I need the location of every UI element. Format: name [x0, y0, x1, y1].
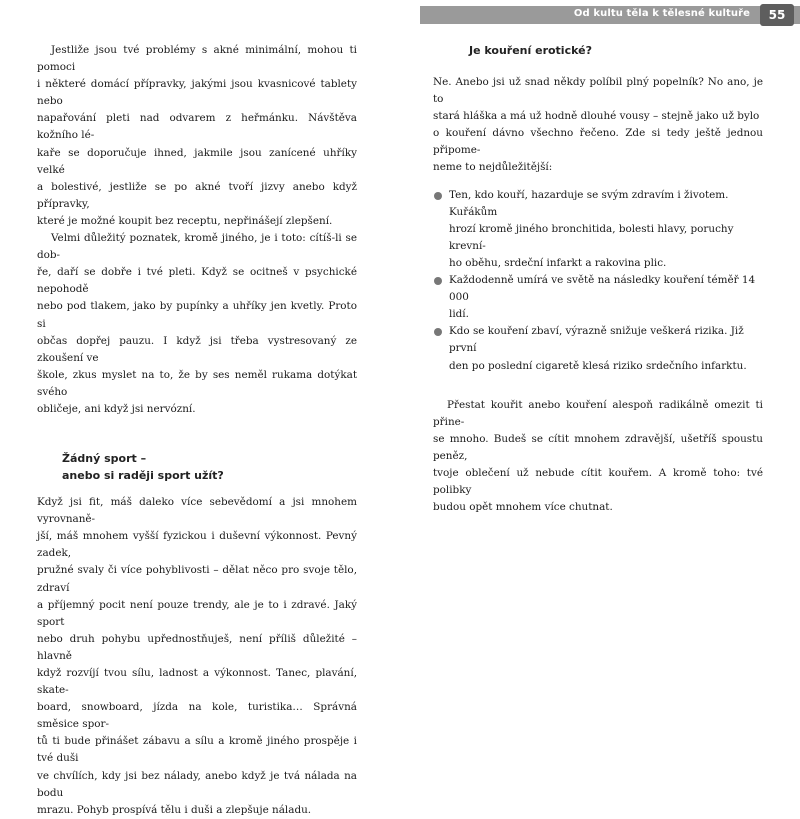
text-line: neme to nejdůležitější: — [433, 161, 553, 174]
text-line: tvoje oblečení už nebude cítit kouřem. A kromě toho: tvé polibky — [433, 466, 763, 497]
text-line: stará hláška a má už hodně dlouhé vousy – stejně jako už bylo — [433, 110, 760, 123]
text-line: když rozvíjí tvou sílu, ladnost a výkonnost. Tanec, plavání, skate- — [37, 667, 357, 697]
text-line: Kdo se kouření zbaví, výrazně snižuje veškerá rizika. Již první — [449, 325, 744, 355]
sport-paragraph — [37, 494, 357, 819]
text-line: ho oběhu, srdeční infarkt a rakovina plic. — [449, 256, 667, 269]
text-line: škole, zkus myslet na to, že by ses neměl rukama dotýkat svého — [37, 368, 357, 398]
text-line: hrozí kromě jiného bronchitida, bolesti hlavy, poruchy krevní- — [449, 222, 734, 252]
text-line: Velmi důležitý poznatek, kromě jiného, je i toto: cítíš-li se dob- — [37, 232, 357, 262]
text-line: Ne. Anebo jsi už snad někdy políbil plný popelník? No ano, je to — [433, 76, 763, 106]
wellbeing-paragraph — [37, 230, 357, 418]
text-line: Ten, kdo kouří, hazarduje se svým zdravím i životem. Kuřákům — [449, 188, 729, 218]
bullet-icon — [434, 277, 442, 285]
running-header-title: Od kultu těla k tělesné kultuře — [573, 8, 750, 19]
text-line: lidí. — [449, 308, 469, 321]
sport-heading-line: Žádný sport – — [62, 452, 147, 466]
text-line: Každodenně umírá ve světě na následky kouření téměř 14 000 — [449, 274, 756, 304]
text-line: a příjemný pocit není pouze trendy, ale je to i zdravé. Jaký sport — [37, 598, 357, 628]
text-line: mrazu. Pohyb prospívá tělu i duši a zlepšuje náladu. — [37, 803, 312, 816]
smoking-heading: Je kouření erotické? — [469, 44, 592, 57]
text-line: se mnoho. Budeš se cítit mnohem zdravější, ušetříš spoustu peněz, — [433, 432, 763, 462]
text-line: a bolestivé, jestliže se po akné tvoří jizvy anebo když přípravky, — [37, 180, 357, 210]
text-line: ve chvílích, kdy jsi bez nálady, anebo když je tvá nálada na bodu — [37, 769, 357, 799]
quit-smoking-paragraph — [433, 397, 763, 517]
text-line: kaře se doporučuje ihned, jakmile jsou zanícené uhříky velké — [37, 146, 357, 176]
text-line: občas dopřej pauzu. I když jsi třeba vystresovaný ze zkoušení ve — [37, 334, 357, 364]
right-column — [433, 42, 763, 516]
list-item — [433, 323, 763, 374]
text-line: nebo pod tlakem, jako by pupínky a uhříky jen kvetly. Proto si — [37, 300, 357, 330]
text-line: jší, máš mnohem vyšší fyzickou i duševní výkonnost. Pevný zadek, — [37, 530, 357, 560]
bullet-icon — [434, 328, 442, 336]
bullet-icon — [434, 192, 442, 200]
acne-paragraph — [37, 42, 357, 230]
text-line: Když jsi fit, máš daleko více sebevědomí a jsi mnohem vyrovnaně- — [37, 496, 357, 526]
list-item — [433, 187, 763, 272]
text-line: budou opět mnohem více chutnat. — [433, 501, 613, 514]
smoking-facts-list — [433, 187, 763, 375]
page-number: 55 — [760, 4, 794, 26]
text-line: napařování pleti nad odvarem z heřmánku. Návštěva kožního lé- — [37, 112, 357, 142]
text-line: obličeje, ani když jsi nervózní. — [37, 402, 196, 415]
text-line: nebo druh pohybu upřednostňuješ, není příliš důležité – hlavně — [37, 632, 357, 662]
text-line: Jestliže jsou tvé problémy s akné minimální, mohou ti pomoci — [37, 44, 357, 74]
smoking-intro-paragraph — [433, 74, 763, 177]
sport-heading-line: anebo si raději sport užít? — [62, 469, 224, 483]
text-line: den po poslední cigaretě klesá riziko srdečního infarktu. — [449, 359, 747, 372]
text-line: ře, daří se dobře i tvé pleti. Když se ocitneš v psychické nepohodě — [37, 266, 357, 296]
text-line: tů ti bude přinášet zábavu a sílu a kromě jiného prospěje i tvé duši — [37, 735, 357, 765]
text-line: pružné svaly či více pohyblivosti – dělat něco pro svoje tělo, zdraví — [37, 564, 357, 594]
text-line: Přestat kouřit anebo kouření alespoň radikálně omezit ti přine- — [433, 398, 763, 428]
text-line: o kouření dávno všechno řečeno. Zde si tedy ještě jednou připome- — [433, 127, 763, 157]
text-line: board, snowboard, jízda na kole, turistika… Správná směsice spor- — [37, 701, 357, 731]
left-column — [37, 42, 357, 819]
list-item — [433, 272, 763, 323]
text-line: které je možné koupit bez receptu, nepřinášejí zlepšení. — [37, 214, 333, 227]
text-line: i některé domácí přípravky, jakými jsou kvasnicové tablety nebo — [37, 78, 357, 108]
sport-heading — [62, 450, 357, 484]
